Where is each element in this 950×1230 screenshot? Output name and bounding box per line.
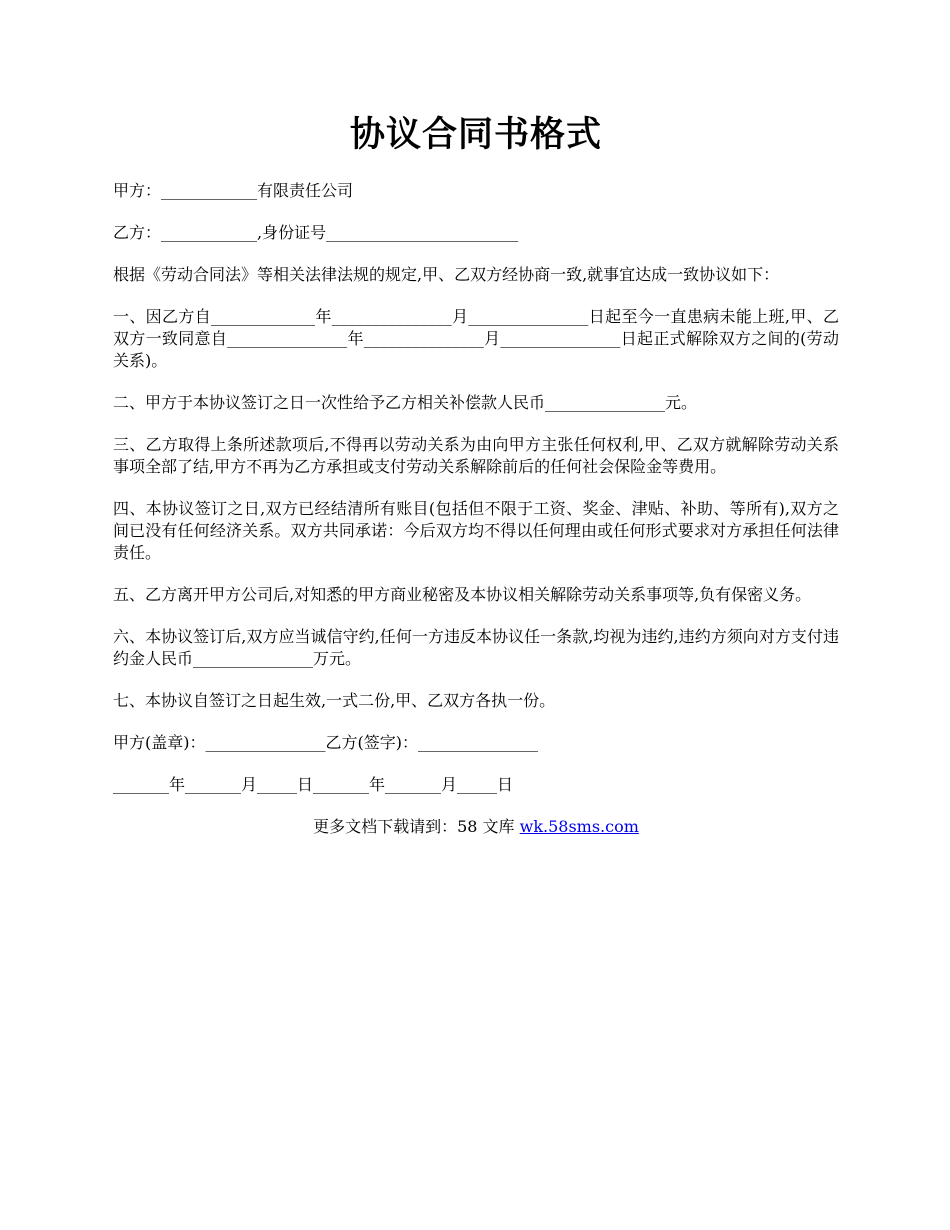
- date-line: _______年_______月_____日_______年_______月_____日: [113, 775, 514, 794]
- signature-line: 甲方(盖章)：_______________乙方(签字)：_______________: [113, 733, 538, 752]
- party-b-line: 乙方：____________,身份证号________________________: [113, 223, 519, 242]
- clause-7: 七、本协议自签订之日起生效,一式二份,甲、乙双方各执一份。: [113, 691, 556, 710]
- clause-2: 二、甲方于本协议签订之日一次性给予乙方相关补偿款人民币_______________元。: [113, 393, 698, 412]
- party-a-line: 甲方：____________有限责任公司: [113, 181, 354, 200]
- clause-4: 四、本协议签订之日,双方已经结清所有账目(包括但不限于工资、奖金、津贴、补助、等所有),双方之间已没有任何经济关系。双方共同承诺：今后双方均不得以任何理由或任何形式要求对方承担任何法律责任。: [113, 499, 839, 562]
- clause-3: 三、乙方取得上条所述款项后,不得再以劳动关系为由向甲方主张任何权利,甲、乙双方就解除劳动关系事项全部了结,甲方不再为乙方承担或支付劳动关系解除前后的任何社会保险金等费用。: [113, 435, 839, 476]
- document-page: [113, 110, 839, 838]
- footer-link[interactable]: wk.58sms.com: [519, 817, 639, 836]
- clause-1: 一、因乙方自_____________年_______________月_______________日起至今一直患病未能上班,甲、乙双方一致同意自_______________年_______________月_______________日起正式解除双方之间的(劳动关系)。: [113, 307, 839, 370]
- footer: [113, 816, 839, 838]
- clause-6: 六、本协议签订后,双方应当诚信守约,任何一方违反本协议任一条款,均视为违约,违约方须向对方支付违约金人民币_______________万元。: [113, 627, 839, 668]
- document-title: 协议合同书格式: [349, 114, 602, 155]
- intro-paragraph: 根据《劳动合同法》等相关法律法规的规定,甲、乙双方经协商一致,就事宜达成一致协议如下：: [113, 265, 780, 284]
- clause-5: 五、乙方离开甲方公司后,对知悉的甲方商业秘密及本协议相关解除劳动关系事项等,负有保密义务。: [113, 585, 812, 604]
- footer-text: 更多文档下载请到：58 文库: [313, 817, 520, 836]
